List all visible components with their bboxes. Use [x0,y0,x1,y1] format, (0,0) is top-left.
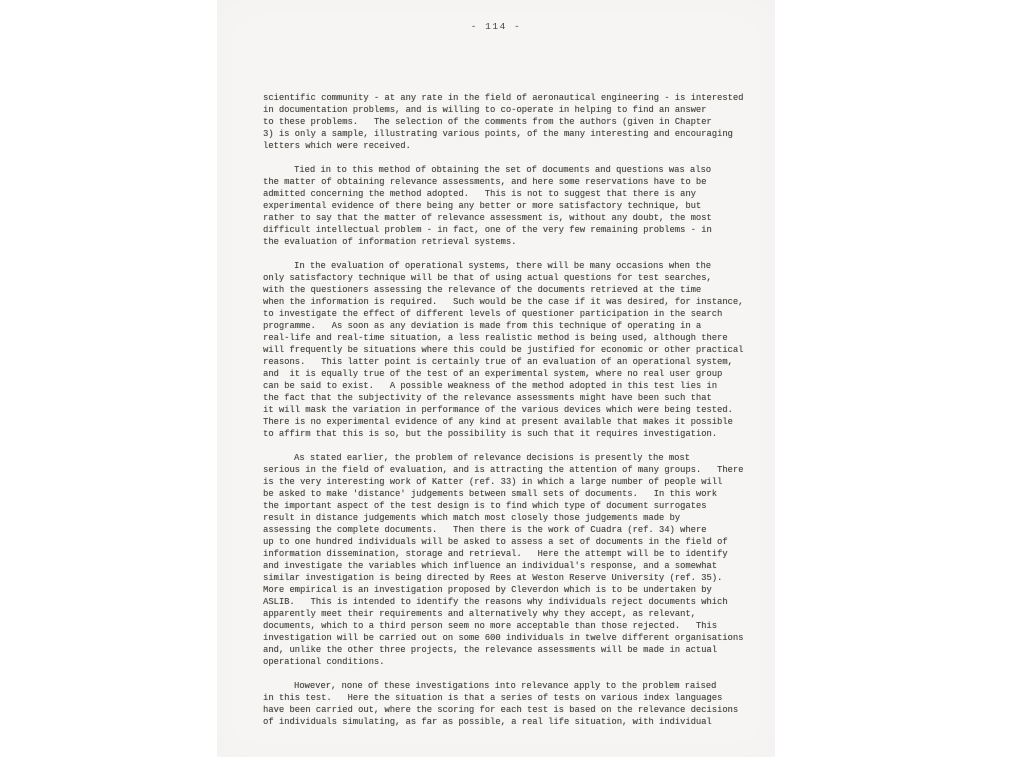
text-line: up to one hundred individuals will be asked to assess a set of documents in the field of [263,537,728,547]
text-line: scientific community - at any rate in the field of aeronautical engineering - is interested [263,93,744,103]
text-line: and, unlike the other three projects, the relevance assessments will be made in actual [263,645,717,655]
text-line: difficult intellectual problem - in fact, one of the very few remaining problems - in [263,225,712,235]
text-line: apparently meet their requirements and alternatively why they accept, as relevant, [263,609,696,619]
text-line: operational conditions. [263,657,385,667]
text-line: documents, which to a third person seem no more acceptable than those rejected. This [263,621,717,631]
text-line: in documentation problems, and is willing to co-operate in helping to find an answer [263,105,707,115]
text-line: to affirm that this is so, but the possibility is such that it requires investigation. [263,429,717,439]
text-line: to these problems. The selection of the comments from the authors (given in Chapter [263,117,712,127]
paragraph [263,164,759,248]
text-line: the important aspect of the test design is to find which type of document surrogates [263,501,707,511]
text-line: serious in the field of evaluation, and is attracting the attention of many groups. There [263,465,744,475]
text-line: can be said to exist. A possible weakness of the method adopted in this test lies in [263,381,717,391]
page-number: - 114 - [470,21,522,32]
text-line: the fact that the subjectivity of the relevance assessments might have been such that [263,393,712,403]
text-line: information dissemination, storage and retrieval. Here the attempt will be to identify [263,549,728,559]
paragraph [263,452,759,668]
text-line: with the questioners assessing the relevance of the documents retrieved at the time [263,285,702,295]
text-line: the evaluation of information retrieval systems. [263,237,517,247]
page-scan [217,0,775,757]
paragraph [263,680,759,728]
text-line: assessing the complete documents. Then there is the work of Cuadra (ref. 34) where [263,525,707,535]
text-line: in this test. Here the situation is that a series of tests on various index languages [263,693,723,703]
text-line: of individuals simulating, as far as possible, a real life situation, with individual [263,717,712,727]
text-line: and investigate the variables which influence an individual's response, and a somewhat [263,561,717,571]
paragraph [263,260,759,440]
text-line: when the information is required. Such would be the case if it was desired, for instance, [263,297,744,307]
text-line: the matter of obtaining relevance assessments, and here some reservations have to be [263,177,707,187]
text-line: rather to say that the matter of relevance assessment is, without any doubt, the most [263,213,712,223]
text-line: letters which were received. [263,141,411,151]
text-line: As stated earlier, the problem of relevance decisions is presently the most [294,453,690,463]
text-line: experimental evidence of there being any better or more satisfactory technique, but [263,201,702,211]
text-line: There is no experimental evidence of any kind at present available that makes it possible [263,417,733,427]
text-line: In the evaluation of operational systems, there will be many occasions when the [294,261,712,271]
text-line: similar investigation is being directed by Rees at Weston Reserve University (ref. 35). [263,573,723,583]
text-line: Tied in to this method of obtaining the set of documents and questions was also [294,165,712,175]
text-line: will frequently be situations where this could be justified for economic or other practical [263,345,744,355]
text-line: is the very interesting work of Katter (ref. 33) in which a large number of people will [263,477,723,487]
text-line: admitted concerning the method adopted. This is not to suggest that there is any [263,189,696,199]
text-line: More empirical is an investigation proposed by Cleverdon which is to be undertaken by [263,585,712,595]
text-line: result in distance judgements which match most closely those judgements made by [263,513,681,523]
text-line: only satisfactory technique will be that of using actual questions for test searches, [263,273,712,283]
page-body [263,92,759,728]
text-line: programme. As soon as any deviation is made from this technique of operating in a [263,321,702,331]
text-line: to investigate the effect of different levels of questioner participation in the search [263,309,723,319]
paragraph [263,92,759,152]
text-line: However, none of these investigations into relevance apply to the problem raised [294,681,717,691]
text-line: real-life and real-time situation, a less realistic method is being used, although there [263,333,728,343]
text-line: reasons. This latter point is certainly true of an evaluation of an operational system, [263,357,733,367]
text-line: and it is equally true of the test of an experimental system, where no real user group [263,369,723,379]
text-line: 3) is only a sample, illustrating various points, of the many interesting and encouraging [263,129,733,139]
text-line: have been carried out, where the scoring for each test is based on the relevance decisions [263,705,739,715]
text-line: investigation will be carried out on some 600 individuals in twelve different organisations [263,633,744,643]
text-line: ASLIB. This is intended to identify the reasons why individuals reject documents which [263,597,728,607]
text-line: it will mask the variation in performance of the various devices which were being tested. [263,405,733,415]
text-line: be asked to make 'distance' judgements between small sets of documents. In this work [263,489,717,499]
